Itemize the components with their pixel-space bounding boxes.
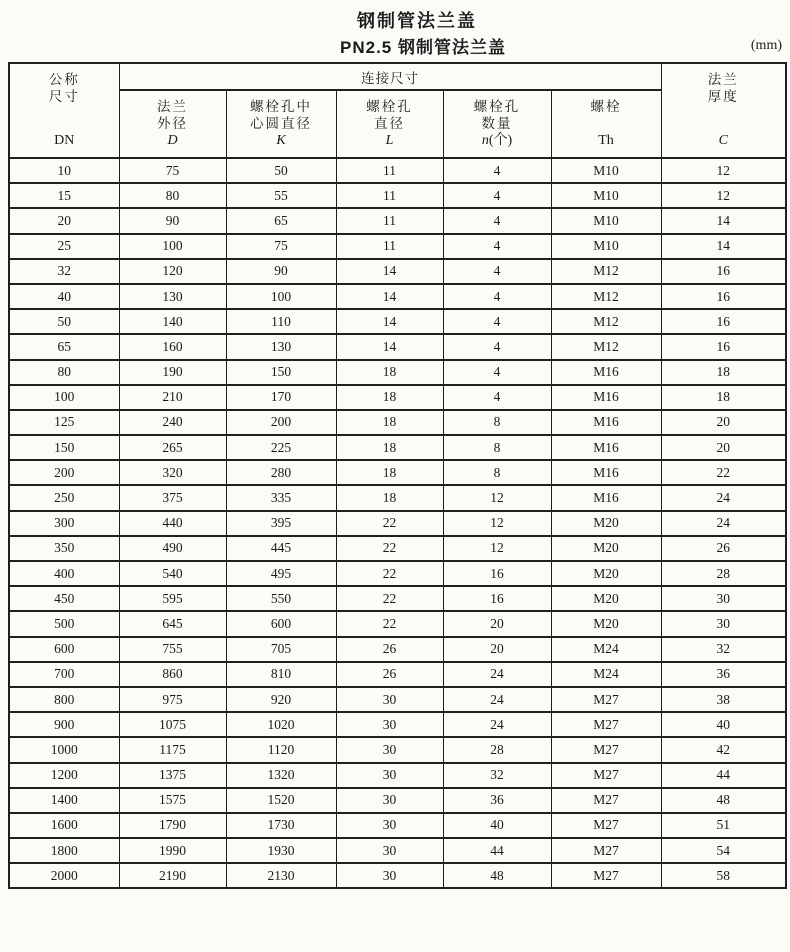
table-row bbox=[9, 863, 786, 888]
table-cell: 20 bbox=[661, 435, 786, 460]
table-cell: 170 bbox=[226, 385, 336, 410]
table-cell: 540 bbox=[119, 561, 226, 586]
header-line: 直径 bbox=[374, 116, 405, 131]
table-cell: 450 bbox=[9, 586, 119, 611]
table-cell: 975 bbox=[119, 687, 226, 712]
table-cell: 2130 bbox=[226, 863, 336, 888]
table-cell: 20 bbox=[9, 208, 119, 233]
table-row bbox=[9, 284, 786, 309]
table-cell: M27 bbox=[551, 737, 661, 762]
table-cell: 22 bbox=[336, 511, 443, 536]
table-cell: 200 bbox=[9, 460, 119, 485]
table-cell: 36 bbox=[661, 662, 786, 687]
table-cell: 130 bbox=[119, 284, 226, 309]
table-cell: 300 bbox=[9, 511, 119, 536]
table-cell: M24 bbox=[551, 662, 661, 687]
table-cell: 900 bbox=[9, 712, 119, 737]
table-cell: M12 bbox=[551, 259, 661, 284]
table-cell: 14 bbox=[336, 309, 443, 334]
table-cell: M12 bbox=[551, 334, 661, 359]
table-cell: 28 bbox=[443, 737, 551, 762]
table-cell: 1790 bbox=[119, 813, 226, 838]
table-cell: 265 bbox=[119, 435, 226, 460]
table-cell: 240 bbox=[119, 410, 226, 435]
table-cell: 8 bbox=[443, 435, 551, 460]
table-cell: 495 bbox=[226, 561, 336, 586]
table-cell: M20 bbox=[551, 511, 661, 536]
table-cell: 210 bbox=[119, 385, 226, 410]
table-cell: 55 bbox=[226, 183, 336, 208]
header-bolt bbox=[551, 90, 661, 158]
table-cell: 100 bbox=[226, 284, 336, 309]
table-cell: 24 bbox=[661, 485, 786, 510]
table-cell: 24 bbox=[443, 712, 551, 737]
table-cell: 375 bbox=[119, 485, 226, 510]
header-line: 厚度 bbox=[707, 89, 739, 104]
table-cell: M27 bbox=[551, 763, 661, 788]
table-cell: 4 bbox=[443, 183, 551, 208]
table-cell: 18 bbox=[661, 360, 786, 385]
table-cell: 150 bbox=[226, 360, 336, 385]
table-cell: 12 bbox=[443, 511, 551, 536]
table-row bbox=[9, 435, 786, 460]
table-body bbox=[9, 158, 786, 888]
table-cell: 920 bbox=[226, 687, 336, 712]
table-cell: 30 bbox=[336, 788, 443, 813]
table-cell: 75 bbox=[226, 234, 336, 259]
document-title: 钢制管法兰盖 bbox=[357, 11, 477, 31]
table-cell: 860 bbox=[119, 662, 226, 687]
table-cell: M24 bbox=[551, 637, 661, 662]
table-cell: 90 bbox=[226, 259, 336, 284]
table-cell: 250 bbox=[9, 485, 119, 510]
table-cell: 4 bbox=[443, 284, 551, 309]
header-line: 尺寸 bbox=[48, 89, 80, 104]
table-cell: 645 bbox=[119, 611, 226, 636]
header-line: 螺栓孔 bbox=[473, 99, 521, 114]
table-cell: 65 bbox=[9, 334, 119, 359]
table-cell: 22 bbox=[336, 536, 443, 561]
table-cell: 22 bbox=[336, 586, 443, 611]
table-row bbox=[9, 360, 786, 385]
table-cell: 50 bbox=[9, 309, 119, 334]
table-cell: M10 bbox=[551, 234, 661, 259]
table-cell: 30 bbox=[336, 763, 443, 788]
table-cell: 1990 bbox=[119, 838, 226, 863]
table-cell: 8 bbox=[443, 460, 551, 485]
table-cell: 1520 bbox=[226, 788, 336, 813]
table-cell: 14 bbox=[336, 259, 443, 284]
table-row bbox=[9, 334, 786, 359]
header-nominal-size bbox=[9, 63, 119, 158]
unit-note: (mm) bbox=[750, 38, 782, 53]
table-row bbox=[9, 460, 786, 485]
table-cell: 700 bbox=[9, 662, 119, 687]
header-line: 心圆直径 bbox=[250, 116, 312, 131]
table-cell: 2190 bbox=[119, 863, 226, 888]
table-cell: 10 bbox=[9, 158, 119, 183]
table-cell: M12 bbox=[551, 309, 661, 334]
table-cell: 44 bbox=[661, 763, 786, 788]
header-line: 数量 bbox=[481, 116, 513, 131]
table-cell: 110 bbox=[226, 309, 336, 334]
table-row bbox=[9, 813, 786, 838]
table-row bbox=[9, 687, 786, 712]
table-cell: M20 bbox=[551, 536, 661, 561]
table-cell: 595 bbox=[119, 586, 226, 611]
header-symbol-d: D bbox=[167, 133, 178, 148]
header-line: 螺栓孔中 bbox=[250, 99, 312, 114]
header-flange-thickness bbox=[661, 63, 786, 158]
table-cell: 20 bbox=[661, 410, 786, 435]
table-cell: 28 bbox=[661, 561, 786, 586]
table-cell: 11 bbox=[336, 234, 443, 259]
table-cell: 320 bbox=[119, 460, 226, 485]
table-cell: 32 bbox=[443, 763, 551, 788]
table-cell: 190 bbox=[119, 360, 226, 385]
table-cell: 1930 bbox=[226, 838, 336, 863]
table-cell: 550 bbox=[226, 586, 336, 611]
table-cell: 4 bbox=[443, 259, 551, 284]
table-cell: 120 bbox=[119, 259, 226, 284]
table-cell: M27 bbox=[551, 712, 661, 737]
table-cell: 16 bbox=[443, 561, 551, 586]
table-cell: M10 bbox=[551, 158, 661, 183]
table-cell: 32 bbox=[9, 259, 119, 284]
table-cell: 500 bbox=[9, 611, 119, 636]
table-cell: M27 bbox=[551, 788, 661, 813]
table-cell: M27 bbox=[551, 863, 661, 888]
table-cell: 90 bbox=[119, 208, 226, 233]
table-cell: 1200 bbox=[9, 763, 119, 788]
table-cell: 18 bbox=[336, 385, 443, 410]
table-cell: 1730 bbox=[226, 813, 336, 838]
table-cell: 30 bbox=[336, 813, 443, 838]
table-row bbox=[9, 712, 786, 737]
table-cell: 30 bbox=[336, 863, 443, 888]
table-cell: M27 bbox=[551, 838, 661, 863]
table-row bbox=[9, 485, 786, 510]
header-symbol-dn: DN bbox=[54, 133, 75, 148]
flange-spec-table bbox=[8, 62, 787, 889]
table-cell: 800 bbox=[9, 687, 119, 712]
table-cell: 18 bbox=[336, 485, 443, 510]
table-cell: 4 bbox=[443, 309, 551, 334]
table-cell: M16 bbox=[551, 360, 661, 385]
table-cell: 24 bbox=[661, 511, 786, 536]
table-cell: 150 bbox=[9, 435, 119, 460]
table-cell: 350 bbox=[9, 536, 119, 561]
table-cell: 36 bbox=[443, 788, 551, 813]
table-cell: 30 bbox=[661, 611, 786, 636]
table-row bbox=[9, 788, 786, 813]
table-cell: 11 bbox=[336, 158, 443, 183]
table-cell: 225 bbox=[226, 435, 336, 460]
table-cell: 4 bbox=[443, 234, 551, 259]
table-row bbox=[9, 586, 786, 611]
table-cell: M16 bbox=[551, 410, 661, 435]
table-cell: 26 bbox=[336, 637, 443, 662]
header-group-connection-dimensions: 连接尺寸 bbox=[119, 63, 661, 90]
header-line: 法兰 bbox=[157, 99, 188, 114]
header-line: 螺栓孔 bbox=[366, 99, 413, 114]
table-row bbox=[9, 158, 786, 183]
table-cell: 22 bbox=[336, 561, 443, 586]
table-row bbox=[9, 838, 786, 863]
table-cell: 755 bbox=[119, 637, 226, 662]
table-cell: 1175 bbox=[119, 737, 226, 762]
table-cell: 490 bbox=[119, 536, 226, 561]
table-cell: 12 bbox=[443, 485, 551, 510]
table-cell: 40 bbox=[9, 284, 119, 309]
table-cell: 22 bbox=[336, 611, 443, 636]
table-cell: 32 bbox=[661, 637, 786, 662]
table-cell: 16 bbox=[443, 586, 551, 611]
table-cell: 40 bbox=[661, 712, 786, 737]
table-cell: 14 bbox=[661, 234, 786, 259]
table-row bbox=[9, 259, 786, 284]
table-row bbox=[9, 208, 786, 233]
table-cell: 12 bbox=[443, 536, 551, 561]
table-cell: 30 bbox=[336, 712, 443, 737]
table-cell: 65 bbox=[226, 208, 336, 233]
header-line: 外径 bbox=[157, 116, 188, 131]
table-cell: 400 bbox=[9, 561, 119, 586]
table-cell: 22 bbox=[661, 460, 786, 485]
table-row bbox=[9, 662, 786, 687]
table-cell: 4 bbox=[443, 208, 551, 233]
table-cell: 15 bbox=[9, 183, 119, 208]
table-row bbox=[9, 763, 786, 788]
table-cell: 160 bbox=[119, 334, 226, 359]
table-cell: 24 bbox=[443, 687, 551, 712]
table-cell: 42 bbox=[661, 737, 786, 762]
table-cell: 600 bbox=[226, 611, 336, 636]
document-subtitle: PN2.5 钢制管法兰盖 bbox=[340, 38, 506, 57]
table-cell: 20 bbox=[443, 637, 551, 662]
table-cell: 20 bbox=[443, 611, 551, 636]
table-cell: 4 bbox=[443, 334, 551, 359]
table-cell: 4 bbox=[443, 385, 551, 410]
header-flange-outer-diameter bbox=[119, 90, 226, 158]
table-cell: 280 bbox=[226, 460, 336, 485]
table-cell: M20 bbox=[551, 561, 661, 586]
table-cell: 16 bbox=[661, 309, 786, 334]
table-cell: 125 bbox=[9, 410, 119, 435]
table-cell: 12 bbox=[661, 158, 786, 183]
table-cell: 18 bbox=[336, 460, 443, 485]
table-cell: 130 bbox=[226, 334, 336, 359]
table-cell: 18 bbox=[661, 385, 786, 410]
table-cell: 48 bbox=[661, 788, 786, 813]
table-cell: 51 bbox=[661, 813, 786, 838]
table-cell: 14 bbox=[336, 334, 443, 359]
table-cell: 18 bbox=[336, 435, 443, 460]
table-cell: 25 bbox=[9, 234, 119, 259]
table-row bbox=[9, 309, 786, 334]
table-cell: 4 bbox=[443, 158, 551, 183]
table-cell: 18 bbox=[336, 360, 443, 385]
header-bolt-hole-count bbox=[443, 90, 551, 158]
table-cell: M20 bbox=[551, 611, 661, 636]
table-cell: 30 bbox=[336, 737, 443, 762]
table-cell: M16 bbox=[551, 435, 661, 460]
table-cell: 48 bbox=[443, 863, 551, 888]
table-cell: 100 bbox=[9, 385, 119, 410]
table-row bbox=[9, 611, 786, 636]
table-cell: M16 bbox=[551, 460, 661, 485]
table-cell: 14 bbox=[336, 284, 443, 309]
table-cell: 38 bbox=[661, 687, 786, 712]
header-line: 螺栓 bbox=[590, 99, 622, 114]
table-cell: 30 bbox=[661, 586, 786, 611]
table-cell: 1375 bbox=[119, 763, 226, 788]
table-cell: M27 bbox=[551, 813, 661, 838]
header-bolt-hole-diameter bbox=[336, 90, 443, 158]
table-cell: 4 bbox=[443, 360, 551, 385]
table-cell: 440 bbox=[119, 511, 226, 536]
table-cell: 16 bbox=[661, 334, 786, 359]
table-cell: M27 bbox=[551, 687, 661, 712]
table-cell: 1320 bbox=[226, 763, 336, 788]
table-cell: 445 bbox=[226, 536, 336, 561]
header-symbol-n: n(个) bbox=[481, 133, 513, 148]
table-cell: 1575 bbox=[119, 788, 226, 813]
table-cell: 16 bbox=[661, 284, 786, 309]
table-cell: 200 bbox=[226, 410, 336, 435]
table-cell: 80 bbox=[9, 360, 119, 385]
table-cell: M16 bbox=[551, 385, 661, 410]
table-cell: 11 bbox=[336, 183, 443, 208]
table-cell: 16 bbox=[661, 259, 786, 284]
table-cell: 40 bbox=[443, 813, 551, 838]
header-symbol-k: K bbox=[276, 133, 286, 148]
table-cell: 1800 bbox=[9, 838, 119, 863]
table-cell: 1600 bbox=[9, 813, 119, 838]
header-bolt-circle-diameter bbox=[226, 90, 336, 158]
table-cell: 600 bbox=[9, 637, 119, 662]
table-cell: 80 bbox=[119, 183, 226, 208]
table-cell: 75 bbox=[119, 158, 226, 183]
header-line: 法兰 bbox=[707, 72, 739, 87]
table-cell: 335 bbox=[226, 485, 336, 510]
table-cell: 11 bbox=[336, 208, 443, 233]
table-cell: 18 bbox=[336, 410, 443, 435]
table-cell: M20 bbox=[551, 586, 661, 611]
table-cell: 1400 bbox=[9, 788, 119, 813]
table-row bbox=[9, 183, 786, 208]
table-cell: 1120 bbox=[226, 737, 336, 762]
header-line: 公称 bbox=[48, 72, 80, 87]
table-cell: 8 bbox=[443, 410, 551, 435]
table-cell: 705 bbox=[226, 637, 336, 662]
table-row bbox=[9, 410, 786, 435]
table-cell: 810 bbox=[226, 662, 336, 687]
table-cell: 395 bbox=[226, 511, 336, 536]
table-cell: 1020 bbox=[226, 712, 336, 737]
table-row bbox=[9, 511, 786, 536]
table-cell: M16 bbox=[551, 485, 661, 510]
table-row bbox=[9, 536, 786, 561]
header-symbol-c: C bbox=[718, 133, 728, 148]
table-cell: 58 bbox=[661, 863, 786, 888]
table-row bbox=[9, 561, 786, 586]
table-cell: 26 bbox=[336, 662, 443, 687]
table-cell: 2000 bbox=[9, 863, 119, 888]
table-cell: 1075 bbox=[119, 712, 226, 737]
table-cell: 54 bbox=[661, 838, 786, 863]
table-cell: 30 bbox=[336, 838, 443, 863]
table-row bbox=[9, 234, 786, 259]
table-row bbox=[9, 737, 786, 762]
table-cell: 26 bbox=[661, 536, 786, 561]
table-cell: M10 bbox=[551, 208, 661, 233]
table-cell: 30 bbox=[336, 687, 443, 712]
table-cell: 12 bbox=[661, 183, 786, 208]
table-cell: M12 bbox=[551, 284, 661, 309]
table-cell: M10 bbox=[551, 183, 661, 208]
table-cell: 140 bbox=[119, 309, 226, 334]
table-row bbox=[9, 637, 786, 662]
header-symbol-l: L bbox=[385, 133, 394, 148]
table-cell: 100 bbox=[119, 234, 226, 259]
header-symbol-th: Th bbox=[598, 133, 614, 148]
table-cell: 44 bbox=[443, 838, 551, 863]
table-row bbox=[9, 385, 786, 410]
table-cell: 24 bbox=[443, 662, 551, 687]
table-cell: 1000 bbox=[9, 737, 119, 762]
table-cell: 50 bbox=[226, 158, 336, 183]
table-cell: 14 bbox=[661, 208, 786, 233]
